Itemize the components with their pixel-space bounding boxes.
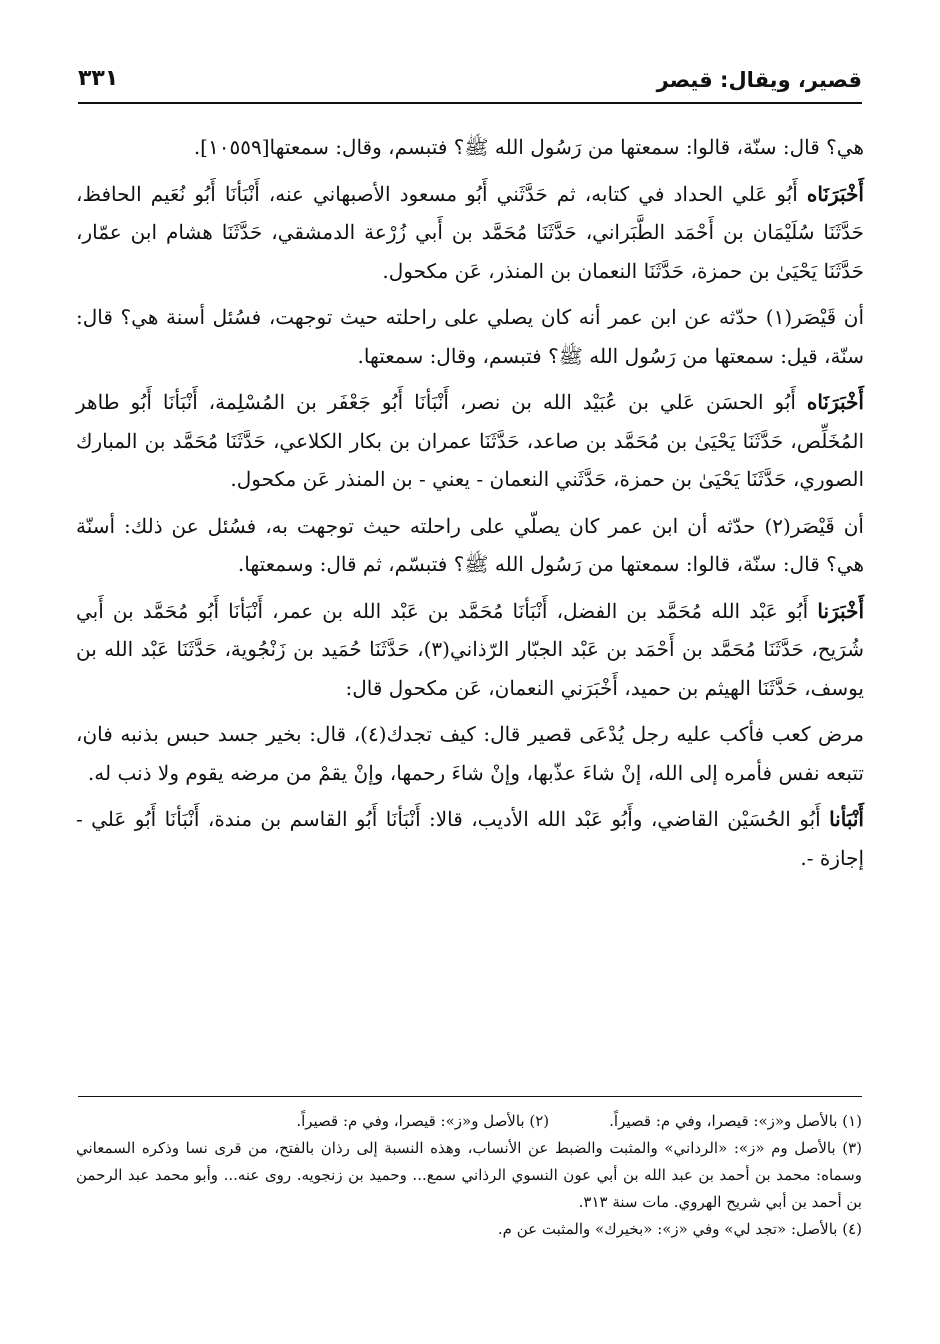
paragraph (76, 128, 864, 167)
footnote-3: (٣) بالأصل وم «ز»: «الرداني» والمثبت والضبط عن الأنساب، وهذه النسبة إلى رذان بالفتح، من قرى نسا وذكره السمعاني وسماه: محمد بن أحمد بن عبد الله بن أبي عون النسوي الرذاني سمع... وحميد بن زنجويه. روى عنه... وأبو محمد عبد الرحمن بن أحمد بن أبي شريح الهروي. مات سنة ٣١٣. (76, 1139, 862, 1211)
paragraph-lead: أَنْبَأنا (829, 807, 864, 831)
paragraph-lead: أَخْبَرَنَاه (806, 181, 864, 206)
page-number: ٣٣١ (78, 66, 119, 91)
footnote-1: (١) بالأصل و«ز»: قيصرا، وفي م: قصيراً. (609, 1112, 862, 1130)
footnotes (76, 1108, 862, 1243)
paragraph (76, 383, 864, 499)
paragraph (76, 507, 864, 584)
running-head: قصير، ويقال: قيصر (656, 68, 862, 92)
paragraph-text: أن قَيْصَر(١) حدّثه عن ابن عمر أنه كان يصلي على راحلته حيث توجهت، فسُئل أسنة هي؟ قال: سنّة، قيل: سمعتها من رَسُول الله ﷺ؟ فتبسم، وقال: سمعتها. (76, 305, 865, 368)
paragraph-text: أَبُو عَلي الحداد في كتابه، ثم حَدَّثَني أَبُو مسعود الأصبهاني عنه، أَنْبَأنَا أَبُو نُعَيم الحافظ، حَدَّثَنَا سُلَيْمَان بن أَحْمَد الطَّبَراني، حَدَّثَنَا مُحَمَّد بن أَبي زُرْعة الدمشقي، حَدَّثَنَا هشام ابن عمّار، حَدَّثَنَا يَحْيَىٰ بن حمزة، حَدَّثَنَا النعمان بن المنذر، عَن مكحول. (76, 181, 864, 283)
paragraph (76, 298, 864, 375)
paragraph (76, 175, 864, 291)
paragraph-text: أَبُو الحُسَيْن القاضي، وأَبُو عَبْد الله الأديب، قالا: أَنْبَأنَا أَبُو القاسم بن مندة، أَنْبَأنَا أَبُو عَلي - إجازة -. (76, 807, 864, 870)
paragraph-text: أَبُو عَبْد الله مُحَمَّد بن الفضل، أَنْبَأنَا مُحَمَّد بن عَبْد الله بن عمر، أَنْبَأنَا أَبُو مُحَمَّد بن أَبي شُرَيح، حَدَّثَنَا مُحَمَّد بن أَحْمَد بن عَبْد الجبّار الرّذاني(٣)، حَدَّثَنَا حُمَيد بن زَنْجُوية، حَدَّثَنَا عَبْد الله بن يوسف، حَدَّثَنَا الهيثم بن حميد، أَخْبَرَني النعمان، عَن مكحول قال: (76, 598, 864, 700)
page-header (78, 62, 862, 104)
paragraph-lead: أَخْبَرَنا (817, 598, 864, 623)
paragraph-text: أَبُو الحسَن عَلي بن عُبَيْد الله بن نصر، أَنْبَأنَا أَبُو جَعْفَر بن المُسْلِمة، أَنْبَأنَا أَبُو طاهر المُخَلِّص، حَدَّثَنَا يَحْيَىٰ بن مُحَمَّد بن صاعد، حَدَّثَنَا عمران بن بكار الكلاعي، حَدَّثَنَا مُحَمَّد بن المبارك الصوري، حَدَّثَنَا يَحْيَىٰ بن حمزة، حَدَّثَني النعمان - يعني - بن المنذر عَن مكحول. (76, 390, 864, 491)
paragraph (76, 592, 864, 708)
paragraph-lead: أَخْبَرَنَاه (806, 390, 864, 414)
paragraph-text: أن قَيْصَر(٢) حدّثه أن ابن عمر كان يصلّي على راحلته حيث توجهت به، فسُئل عن ذلك: أسنّة هي؟ قال: سنّة، قالوا: سمعتها من رَسُول الله ﷺ؟ فتبسّم، ثم قال: وسمعتها. (76, 513, 864, 576)
footnote-row (76, 1108, 862, 1135)
footnote-divider (78, 1096, 862, 1097)
footnote-2: (٢) بالأصل و«ز»: قيصرا، وفي م: قصيراً. (296, 1112, 550, 1130)
paragraph (76, 800, 864, 877)
paragraph (76, 715, 864, 792)
paragraph-text: مرض كعب فأكب عليه رجل يُدْعَى قصير قال: كيف تجدك(٤)، قال: بخير جسد حبس بذنبه فان، تتبعه نفس فأمره إلى الله، إنْ شاءَ عذّبها، وإنْ شاءَ رحمها، وإنْ يقمْ من مرضه يقوم ولا ذنب له. (76, 722, 864, 785)
paragraph-text: هي؟ قال: سنّة، قالوا: سمعتها من رَسُول الله ﷺ؟ فتبسم، وقال: سمعتها[١٠٥٥٩]. (193, 135, 864, 159)
footnote-4: (٤) بالأصل: «تجد لي» وفي «ز»: «بخيرك» والمثبت عن م. (497, 1220, 862, 1238)
main-text (76, 128, 864, 885)
